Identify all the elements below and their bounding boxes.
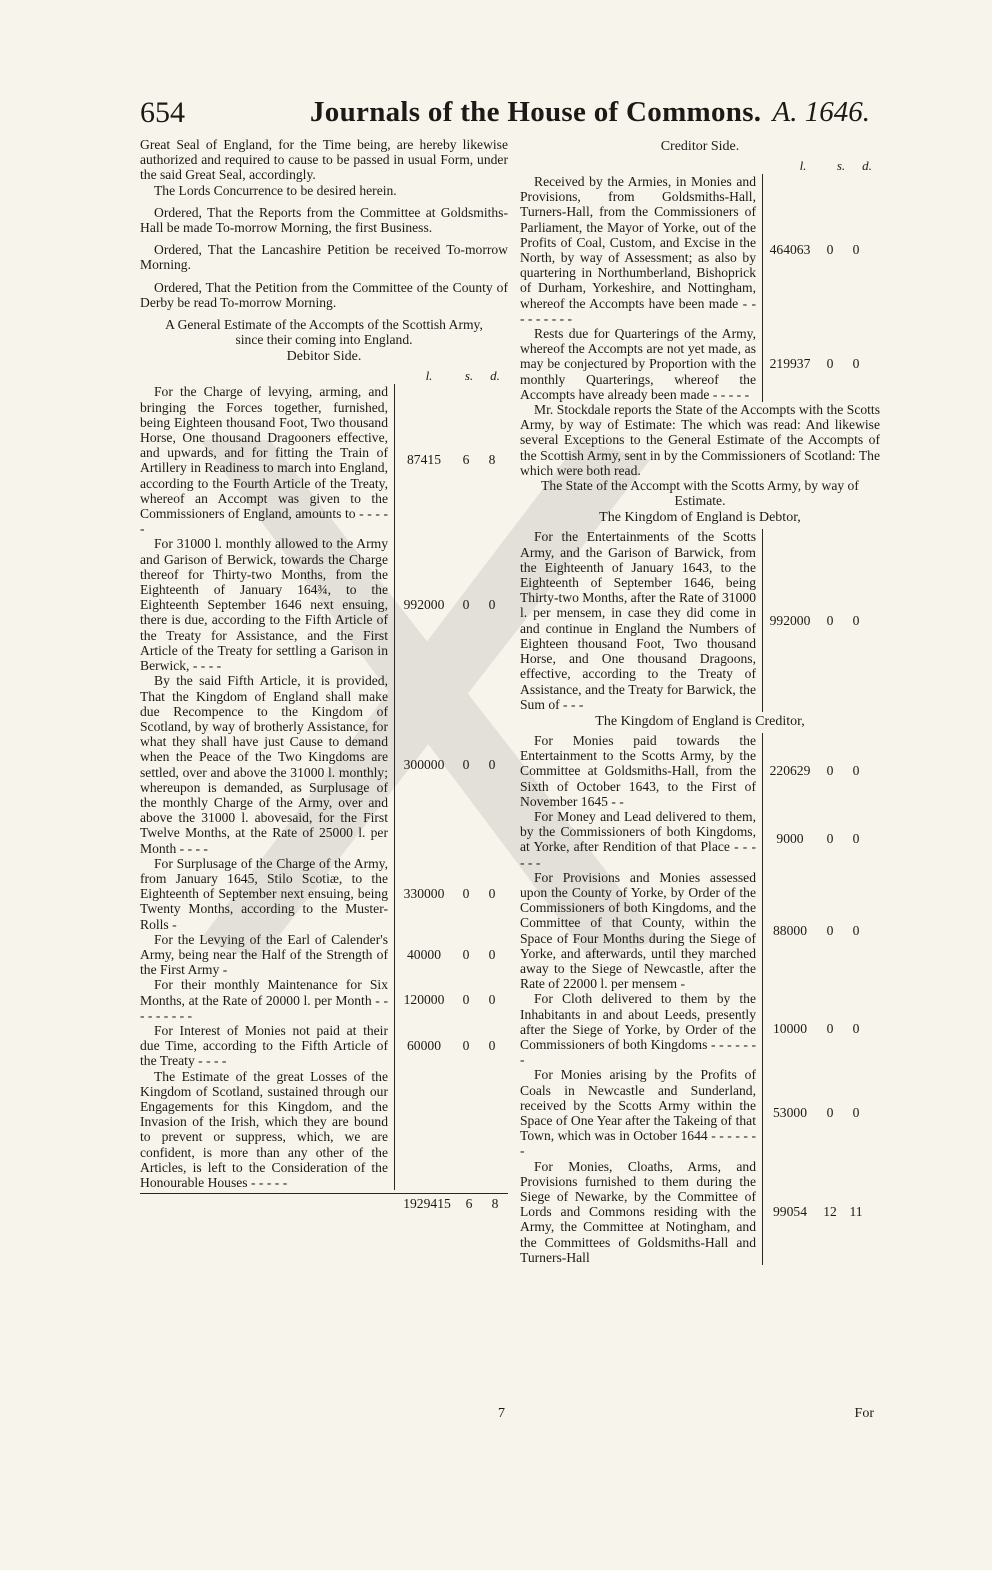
account-entry [520, 870, 880, 992]
entry-pence: 0 [852, 1104, 860, 1120]
entry-pence: 0 [852, 242, 860, 258]
debitor-side-heading: Debitor Side. [286, 349, 362, 365]
entry-pounds: 219937 [769, 356, 811, 372]
entry-shillings: 0 [826, 1104, 834, 1120]
entry-text: For 31000 l. monthly allowed to the Army and Garison of Berwick, towards the Charge thereof for Thirty-two Months, from the Eighteenth of January 164¾, to the Eighteenth September 1646 next ensuing, there is due, according to the Fifth Article of the Treaty for Assistance, and the First Article of the Treaty for settling a Garison in Berwick, - - - - [140, 536, 395, 673]
catchword: For [854, 1406, 874, 1421]
entry-shillings: 0 [826, 1021, 834, 1037]
entry-pence: 0 [852, 762, 860, 778]
creditor-side-heading: Creditor Side. [660, 139, 740, 154]
total-pounds: 1929415 [403, 1196, 451, 1212]
total-pence: 8 [491, 1196, 499, 1212]
entry-pence: 0 [852, 612, 860, 628]
entry-pence: 0 [852, 356, 860, 372]
account-entry [140, 384, 508, 536]
entry-text: For Interest of Monies not paid at their due Time, according to the Fifth Article of the Treaty - - - - [140, 1023, 395, 1069]
entry-amount [763, 1105, 869, 1121]
entry-amount [395, 1038, 505, 1054]
entry-pounds: 220629 [769, 762, 811, 778]
entry-text: For the Levying of the Earl of Calender's Army, being near the Half of the Strength of the First Army - [140, 932, 395, 978]
entry-text: For the Entertainments of the Scotts Army, and the Garison of Barwick, from the Eighteenth of January 1643, to the Eighteenth of September 1646, being Thirty-two Months, after the Rate of 31000 l. per mensem, in case they did come in and continue in England the Numbers of Eighteen thousand Foot, Two thousand Horse, and One thousand Dragoons, effective, according to the Treaty of Assistance, and the Treaty for Barwick, the Sum of - - - [520, 529, 763, 711]
entry-pounds: 60000 [407, 1037, 441, 1053]
entry-amount [763, 613, 869, 629]
debitor-entries [140, 384, 508, 1190]
account-entry [140, 977, 508, 1023]
account-entry [140, 1023, 508, 1069]
entry-pence: 0 [488, 756, 496, 772]
entry-text: By the said Fifth Article, it is provided, That the Kingdom of England shall make due Recompence to the Kingdom of Scotland, by way of brotherly Assistance, for what they shall have just Cause to demand when the Peace of the Two Kingdoms are settled, over and above the 31000 l. monthly; whereupon is demanded, as Surplusage of the monthly Charge of the Army, over and above the 31000 l. abovesaid, for the First Twelve Months, at the Rate of 25000 l. per Month - - - - [140, 673, 395, 855]
entry-text: For Monies arising by the Profits of Coals in Newcastle and Sunderland, received by the Scotts Army within the Space of One Year after the Takeing of that Town, which was in October 1644 - - - - - - - [520, 1067, 763, 1158]
entry-pounds: 9000 [776, 831, 804, 847]
entry-shillings: 0 [826, 242, 834, 258]
entry-shillings: 0 [462, 885, 470, 901]
order-paragraph: Ordered, That the Petition from the Committee of the County of Derby be read To-morrow Morning. [140, 279, 508, 310]
left-column [140, 137, 508, 1212]
entry-text: For Money and Lead delivered to them, by the Commissioners of both Kingdoms, at Yorke, after Rendition of that Place - - - - - - [520, 809, 763, 870]
entry-pounds: 120000 [403, 992, 445, 1008]
entry-pence: 11 [849, 1203, 863, 1219]
pence-label: d. [862, 158, 872, 173]
order-paragraph: Ordered, That the Lancashire Petition be received To-morrow Morning. [140, 242, 508, 273]
running-header [138, 92, 878, 136]
entry-pence: 0 [488, 596, 496, 612]
shillings-label: s. [836, 158, 846, 173]
entry-shillings: 0 [462, 596, 470, 612]
entry-pounds: 330000 [403, 885, 445, 901]
entry-pounds: 87415 [407, 452, 441, 468]
entry-amount [395, 597, 505, 613]
entry-shillings: 0 [462, 992, 470, 1008]
state-heading: The State of the Accompt with the Scotts Army, by way of Estimate. [541, 478, 859, 509]
creditor-entries [520, 174, 880, 402]
entry-text: For Surplusage of the Charge of the Army, from January 1645, Stilo Scotiæ, to the Eighteenth of September next ensuing, being Twenty Months, according to the Muster-Rolls - [140, 856, 395, 932]
account-entry [520, 529, 880, 711]
entry-pounds: 992000 [403, 596, 445, 612]
entry-amount [763, 242, 869, 258]
entry-amount [395, 452, 505, 468]
entry-text: For Monies paid towards the Entertainment to the Scotts Army, by the Committee at Goldsmiths-Hall, from the Sixth of October 1643, to the First of November 1645 - - [520, 733, 763, 809]
entry-shillings: 0 [826, 762, 834, 778]
account-entry [520, 1067, 880, 1158]
entry-amount [763, 1204, 869, 1220]
pounds-label: l. [799, 158, 807, 173]
entry-shillings: 0 [462, 756, 470, 772]
entry-shillings: 12 [823, 1203, 837, 1219]
total-shillings: 6 [465, 1196, 473, 1212]
account-entry [140, 673, 508, 855]
entry-text: For their monthly Maintenance for Six Months, at the Rate of 20000 l. per Month - - - - - - - - - [140, 977, 395, 1023]
entry-pounds: 99054 [773, 1203, 807, 1219]
account-entry [140, 536, 508, 673]
pounds-label: l. [425, 368, 433, 384]
entry-amount [763, 831, 869, 847]
entry-pounds: 992000 [769, 612, 811, 628]
entry-shillings: 6 [462, 452, 470, 468]
order-paragraph: Ordered, That the Reports from the Committee at Goldsmiths-Hall be made To-morrow Morning, the first Business. [140, 204, 508, 236]
entry-shillings: 0 [462, 1037, 470, 1053]
account-entry [140, 932, 508, 978]
currency-header [520, 158, 880, 174]
entry-shillings: 0 [826, 612, 834, 628]
entry-amount [763, 923, 869, 939]
debtor-entries [520, 529, 880, 711]
paragraph: Great Seal of England, for the Time being, are hereby likewise authorized and required to cause to be passed in usual Form, under the said Great Seal, accordingly. [140, 137, 508, 183]
entry-shillings: 0 [826, 922, 834, 938]
entry-pounds: 464063 [769, 242, 811, 258]
entry-pence: 0 [852, 831, 860, 847]
shillings-label: s. [464, 368, 474, 384]
pence-label: d. [490, 368, 500, 384]
account-entry [140, 856, 508, 932]
account-entry [520, 326, 880, 402]
entry-text: The Estimate of the great Losses of the Kingdom of Scotland, sustained through our Engagements for this Kingdom, and the Invasion of the Irish, which they are bound to prevent or suppress, which, we are confident, is more than any other of the Articles, is left to the Consideration of the Honourable Houses - - - - - [140, 1069, 395, 1191]
entry-shillings: 0 [462, 946, 470, 962]
entry-pounds: 10000 [773, 1021, 807, 1037]
entry-amount [763, 763, 869, 779]
entry-text: Rests due for Quarterings of the Army, whereof the Accompts are not yet made, as may be conjectured by Proportion with the monthly Quarterings, whereof the Accompts have already been made - - - - - [520, 326, 763, 402]
entry-pence: 0 [488, 992, 496, 1008]
total-row [140, 1193, 508, 1212]
entry-amount [395, 757, 505, 773]
section-heading: A General Estimate of the Accompts of the Scottish Army, since their coming into England. [165, 317, 483, 348]
currency-header [140, 368, 508, 384]
page-number: 654 [140, 96, 185, 129]
account-entry [140, 1069, 508, 1191]
entry-pounds: 88000 [773, 922, 807, 938]
account-entry [520, 991, 880, 1067]
entry-pounds: 300000 [403, 756, 445, 772]
paragraph: The Lords Concurrence to be desired herein. [154, 182, 397, 198]
entry-pence: 0 [852, 1021, 860, 1037]
entry-pence: 8 [488, 452, 496, 468]
entry-shillings: 0 [826, 831, 834, 847]
account-entry [520, 174, 880, 326]
entry-pence: 0 [488, 1037, 496, 1053]
account-entry [520, 733, 880, 809]
creditor-heading: The Kingdom of England is Creditor, [595, 713, 805, 729]
entry-amount [763, 1021, 869, 1037]
entry-amount [763, 356, 869, 372]
entry-text: For the Charge of levying, arming, and bringing the Forces together, furnished, being Eighteen thousand Foot, Two thousand Horse, One thousand Dragooners effective, and upwards, and for fitting the Train of Artillery in Readiness to march into England, according to the Fourth Article of the Treaty, whereof an Accompt was given to the Commissioners of England, amounts to - - - - - [140, 384, 395, 536]
creditor-entries-list [520, 733, 880, 1265]
entry-pounds: 40000 [407, 946, 441, 962]
entry-pounds: 53000 [773, 1104, 807, 1120]
entry-amount [395, 947, 505, 963]
account-entry [520, 1159, 880, 1265]
debtor-heading: The Kingdom of England is Debtor, [599, 510, 801, 526]
journal-title: Journals of the House of Commons. [310, 96, 762, 128]
right-column [520, 137, 880, 1265]
entry-shillings: 0 [826, 356, 834, 372]
entry-text: For Monies, Cloaths, Arms, and Provisions furnished to them during the Siege of Newarke, by the Committee of Lords and Commons residing with the Army, the Committee at Notingham, and the Committees of Goldsmiths-Hall and Turners-Hall [520, 1159, 763, 1265]
entry-pence: 0 [488, 885, 496, 901]
entry-text: Received by the Armies, in Monies and Provisions, from Goldsmiths-Hall, Turners-Hall, from the Commissioners of Parliament, the Mayor of Yorke, out of the Profits of Coal, Custom, and Excise in the North, by way of Assessment; as also by quartering in Northumberland, Bishoprick of Durham, Yorkeshire, and Nottingham, whereof the Accompts have been made - - - - - - - - - [520, 174, 763, 326]
report-paragraph: Mr. Stockdale reports the State of the Accompts with the Scotts Army, by way of Estimate: The which was read: And likewise several Exceptions to the General Estimate of the Accompts of the Scottish Army, sent in by the Commissioners of Scotland: The which were both read. [520, 402, 880, 478]
entry-text: For Provisions and Monies assessed upon the County of Yorke, by Order of the Commissioners of both Kingdoms, and the Committee of that County, within the Space of Four Months during the Siege of Yorke, and afterwards, until they marched away to the Siege of Newcastle, after the Rate of 22000 l. per mensem - [520, 870, 763, 992]
account-entry [520, 809, 880, 870]
entry-pence: 0 [852, 922, 860, 938]
signature-mark: 7 [498, 1406, 505, 1421]
entry-text: For Cloth delivered to them by the Inhabitants in and about Leeds, presently after the Siege of Yorke, by Order of the Commissioners of both Kingdoms - - - - - - - [520, 991, 763, 1067]
entry-pence: 0 [488, 946, 496, 962]
entry-amount [395, 992, 505, 1008]
entry-amount [395, 886, 505, 902]
year-marker: A. 1646. [772, 96, 870, 128]
